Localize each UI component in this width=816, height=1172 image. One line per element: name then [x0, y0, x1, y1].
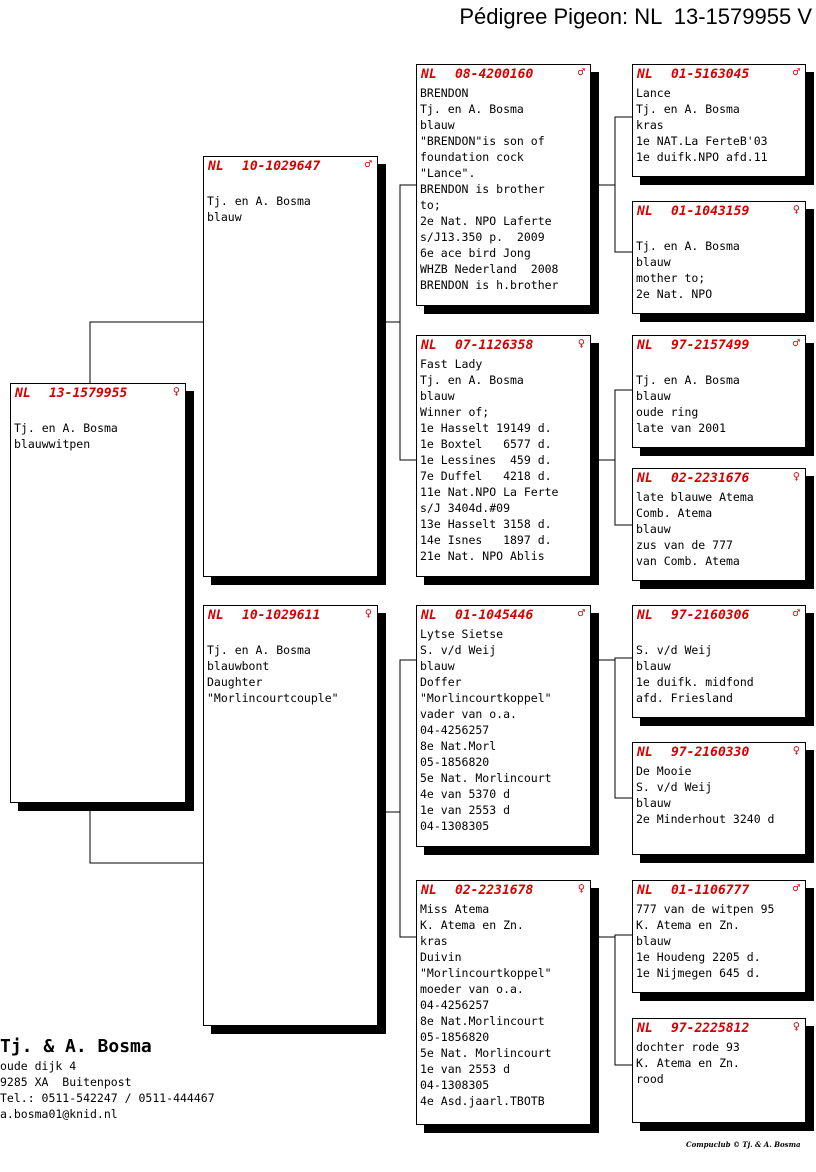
card-line: vader van o.a. — [420, 707, 517, 721]
card-line: blauw — [420, 118, 455, 132]
card-lines — [633, 488, 805, 569]
card-line: S. v/d Weij — [420, 643, 497, 657]
owner-email: a.bosma01@knid.nl — [0, 1107, 118, 1121]
female-icon: ♀ — [792, 469, 800, 483]
card-line: 04-1308305 — [420, 1078, 490, 1092]
card-line: 777 van de witpen 95 — [636, 902, 775, 916]
card-line: Tj. en A. Bosma — [207, 643, 311, 657]
card-line: 1e van 2553 d — [420, 1062, 511, 1076]
female-icon: ♀ — [577, 336, 585, 350]
country-code: NL — [637, 67, 653, 82]
male-icon: ♂ — [792, 606, 800, 620]
card-line: rood — [636, 1072, 664, 1086]
card-line: Tj. en A. Bosma — [636, 239, 740, 253]
country-code: NL — [637, 608, 653, 623]
ring-number: 97-2225812 — [671, 1021, 750, 1036]
card-line: zus van de 777 — [636, 538, 733, 552]
card-lines — [633, 355, 805, 436]
owner-info — [0, 1036, 215, 1122]
footer-credit: Compuclub © Tj. & A. Bosma — [686, 1140, 801, 1149]
ring-number: 10-1029647 — [242, 159, 321, 174]
card-line: kras — [420, 934, 448, 948]
card-line: "BRENDON"is son of — [420, 134, 545, 148]
pigeon-card-dam-sire-dam[interactable] — [632, 742, 806, 855]
card-line: "Morlincourtkoppel" — [420, 691, 552, 705]
card-line: 21e Nat. NPO Ablis — [420, 549, 545, 563]
card-line: Tj. en A. Bosma — [636, 373, 740, 387]
ring-number: 97-2160330 — [671, 745, 750, 760]
country-code: NL — [637, 745, 653, 760]
country-code: NL — [421, 338, 437, 353]
pigeon-card-sire-dam-dam[interactable] — [632, 468, 806, 581]
ring-number: 01-1045446 — [455, 608, 534, 623]
card-lines — [633, 762, 805, 827]
pigeon-card-dam-dam-dam[interactable] — [632, 1018, 806, 1123]
card-line: blauw — [636, 255, 671, 269]
card-line: 1e Houdeng 2205 d. — [636, 950, 761, 964]
card-line: blauwwitpen — [14, 437, 91, 451]
card-line: 1e NAT.La FerteB'03 — [636, 134, 768, 148]
card-line: Tj. en A. Bosma — [420, 373, 524, 387]
card-line: blauw — [636, 389, 671, 403]
card-line — [207, 626, 377, 642]
card-line: blauw — [636, 522, 671, 536]
card-line: 04-4256257 — [420, 723, 490, 737]
card-line: 8e Nat.Morl — [420, 739, 497, 753]
card-line: to; — [420, 198, 441, 212]
card-line: 5e Nat. Morlincourt — [420, 771, 552, 785]
country-code: NL — [421, 67, 437, 82]
card-line: Tj. en A. Bosma — [207, 194, 311, 208]
card-line: blauw — [420, 659, 455, 673]
card-lines — [633, 900, 805, 981]
card-line: blauw — [636, 796, 671, 810]
pigeon-card-sire[interactable] — [203, 156, 378, 577]
card-line: Winner of; — [420, 405, 490, 419]
country-code: NL — [637, 1021, 653, 1036]
card-line: Lytse Sietse — [420, 627, 504, 641]
male-icon: ♂ — [792, 65, 800, 79]
card-line: s/J 3404d.#09 — [420, 501, 511, 515]
card-line: 1e duifk.NPO afd.11 — [636, 150, 768, 164]
pigeon-card-dam-sire-sire[interactable] — [632, 605, 806, 718]
card-line: 05-1856820 — [420, 755, 490, 769]
card-line: 04-4256257 — [420, 998, 490, 1012]
card-line: WHZB Nederland 2008 — [420, 262, 559, 276]
card-lines — [417, 900, 590, 1109]
card-line: s/J13.350 p. 2009 — [420, 230, 545, 244]
card-line: blauwbont — [207, 659, 270, 673]
male-icon: ♂ — [364, 157, 372, 171]
card-line: blauw — [207, 210, 242, 224]
card-line: 13e Hasselt 3158 d. — [420, 517, 552, 531]
card-line: Duivin — [420, 950, 462, 964]
card-line: 7e Duffel 4218 d. — [420, 469, 552, 483]
card-line: "Lance". — [420, 166, 476, 180]
male-icon: ♂ — [577, 65, 585, 79]
female-icon: ♀ — [172, 384, 180, 398]
owner-name: Tj. & A. Bosma — [0, 1036, 152, 1057]
owner-address: oude dijk 4 — [0, 1059, 77, 1073]
country-code: NL — [637, 204, 653, 219]
male-icon: ♂ — [792, 881, 800, 895]
card-line: BRENDON is brother — [420, 182, 545, 196]
card-line: Doffer — [420, 675, 462, 689]
card-lines — [417, 625, 590, 834]
card-line: 14e Isnes 1897 d. — [420, 533, 552, 547]
card-line — [636, 626, 805, 642]
male-icon: ♂ — [577, 606, 585, 620]
card-line: 4e van 5370 d — [420, 787, 511, 801]
card-line: 1e Hasselt 19149 d. — [420, 421, 552, 435]
card-line: 2e Minderhout 3240 d — [636, 812, 775, 826]
country-code: NL — [15, 386, 31, 401]
card-line: Tj. en A. Bosma — [14, 421, 118, 435]
card-line: "Morlincourtcouple" — [207, 691, 339, 705]
card-lines — [633, 1038, 805, 1087]
ring-number: 97-2160306 — [671, 608, 750, 623]
pigeon-card-sire-dam[interactable] — [416, 335, 591, 577]
owner-postcode: 9285 XA Buitenpost — [0, 1075, 132, 1089]
card-line: 04-1308305 — [420, 819, 490, 833]
ring-number: 01-1043159 — [671, 204, 750, 219]
card-line: afd. Friesland — [636, 691, 733, 705]
pigeon-card-dam-dam-sire[interactable] — [632, 880, 806, 993]
ring-number: 02-2231678 — [455, 883, 534, 898]
card-line: Tj. en A. Bosma — [420, 102, 524, 116]
card-lines — [11, 403, 185, 452]
card-line — [14, 404, 185, 420]
card-line: "Morlincourtkoppel" — [420, 966, 552, 980]
card-line: 1e duifk. midfond — [636, 675, 754, 689]
card-line: oude ring — [636, 405, 699, 419]
card-line: Miss Atema — [420, 902, 490, 916]
country-code: NL — [637, 471, 653, 486]
card-line: 11e Nat.NPO La Ferte — [420, 485, 559, 499]
card-line: 1e van 2553 d — [420, 803, 511, 817]
pigeon-card-sire-sire-sire[interactable] — [632, 64, 806, 177]
card-line: blauw — [636, 659, 671, 673]
card-line: BRENDON — [420, 86, 469, 100]
card-line: blauw — [420, 389, 455, 403]
country-code: NL — [421, 608, 437, 623]
pigeon-card-sire-dam-sire[interactable] — [632, 335, 806, 448]
ring-number: 10-1029611 — [242, 608, 321, 623]
card-line: 05-1856820 — [420, 1030, 490, 1044]
card-line: Lance — [636, 86, 671, 100]
female-icon: ♀ — [792, 743, 800, 757]
card-line: De Mooie — [636, 764, 692, 778]
pigeon-card-sire-sire-dam[interactable] — [632, 201, 806, 314]
card-line: 2e Nat. NPO — [636, 287, 713, 301]
ring-number: 07-1126358 — [455, 338, 534, 353]
card-line: BRENDON is h.brother — [420, 278, 559, 292]
card-line: 1e Lessines 459 d. — [420, 453, 552, 467]
card-lines — [633, 221, 805, 302]
card-line: K. Atema en Zn. — [636, 918, 740, 932]
card-line: S. v/d Weij — [636, 780, 713, 794]
female-icon: ♀ — [792, 1019, 800, 1033]
female-icon: ♀ — [792, 202, 800, 216]
country-code: NL — [208, 608, 224, 623]
owner-phone: Tel.: 0511-542247 / 0511-444467 — [0, 1091, 215, 1105]
card-line: 2e Nat. NPO Laferte — [420, 214, 552, 228]
country-code: NL — [208, 159, 224, 174]
ring-number: 02-2231676 — [671, 471, 750, 486]
card-line: 8e Nat.Morlincourt — [420, 1014, 545, 1028]
card-line: Comb. Atema — [636, 506, 713, 520]
ring-number: 01-5163045 — [671, 67, 750, 82]
card-line: K. Atema en Zn. — [420, 918, 524, 932]
card-line: blauw — [636, 934, 671, 948]
ring-number: 13-1579955 — [49, 386, 128, 401]
page-title: Pédigree Pigeon: NL 13-1579955 V — [459, 4, 812, 29]
card-line: Tj. en A. Bosma — [636, 102, 740, 116]
ring-number: 08-4200160 — [455, 67, 534, 82]
card-line: 6e ace bird Jong — [420, 246, 531, 260]
card-line — [636, 222, 805, 238]
card-line: Fast Lady — [420, 357, 483, 371]
pigeon-card-subject[interactable] — [10, 383, 186, 803]
card-line: S. v/d Weij — [636, 643, 713, 657]
card-line: foundation cock — [420, 150, 524, 164]
card-line: mother to; — [636, 271, 706, 285]
card-lines — [417, 84, 590, 293]
card-line: late van 2001 — [636, 421, 727, 435]
card-line: moeder van o.a. — [420, 982, 524, 996]
card-line: K. Atema en Zn. — [636, 1056, 740, 1070]
female-icon: ♀ — [364, 606, 372, 620]
card-lines — [417, 355, 590, 564]
card-line: 1e Boxtel 6577 d. — [420, 437, 552, 451]
card-line: 5e Nat. Morlincourt — [420, 1046, 552, 1060]
card-line — [207, 177, 377, 193]
card-line: dochter rode 93 — [636, 1040, 740, 1054]
pigeon-card-dam[interactable] — [203, 605, 378, 1026]
card-line: 1e Nijmegen 645 d. — [636, 966, 761, 980]
card-lines — [633, 625, 805, 706]
country-code: NL — [637, 338, 653, 353]
card-lines — [204, 176, 377, 225]
female-icon: ♀ — [577, 881, 585, 895]
ring-number: 01-1106777 — [671, 883, 750, 898]
country-code: NL — [421, 883, 437, 898]
ring-number: 97-2157499 — [671, 338, 750, 353]
card-line: late blauwe Atema — [636, 490, 754, 504]
male-icon: ♂ — [792, 336, 800, 350]
card-line: kras — [636, 118, 664, 132]
country-code: NL — [637, 883, 653, 898]
card-line: van Comb. Atema — [636, 554, 740, 568]
card-line — [636, 356, 805, 372]
card-line: 4e Asd.jaarl.TBOTB — [420, 1094, 545, 1108]
pigeon-card-dam-sire[interactable] — [416, 605, 591, 847]
card-lines — [204, 625, 377, 706]
card-lines — [633, 84, 805, 165]
pigeon-card-dam-dam[interactable] — [416, 880, 591, 1125]
card-line: Daughter — [207, 675, 263, 689]
pigeon-card-sire-sire[interactable] — [416, 64, 591, 306]
